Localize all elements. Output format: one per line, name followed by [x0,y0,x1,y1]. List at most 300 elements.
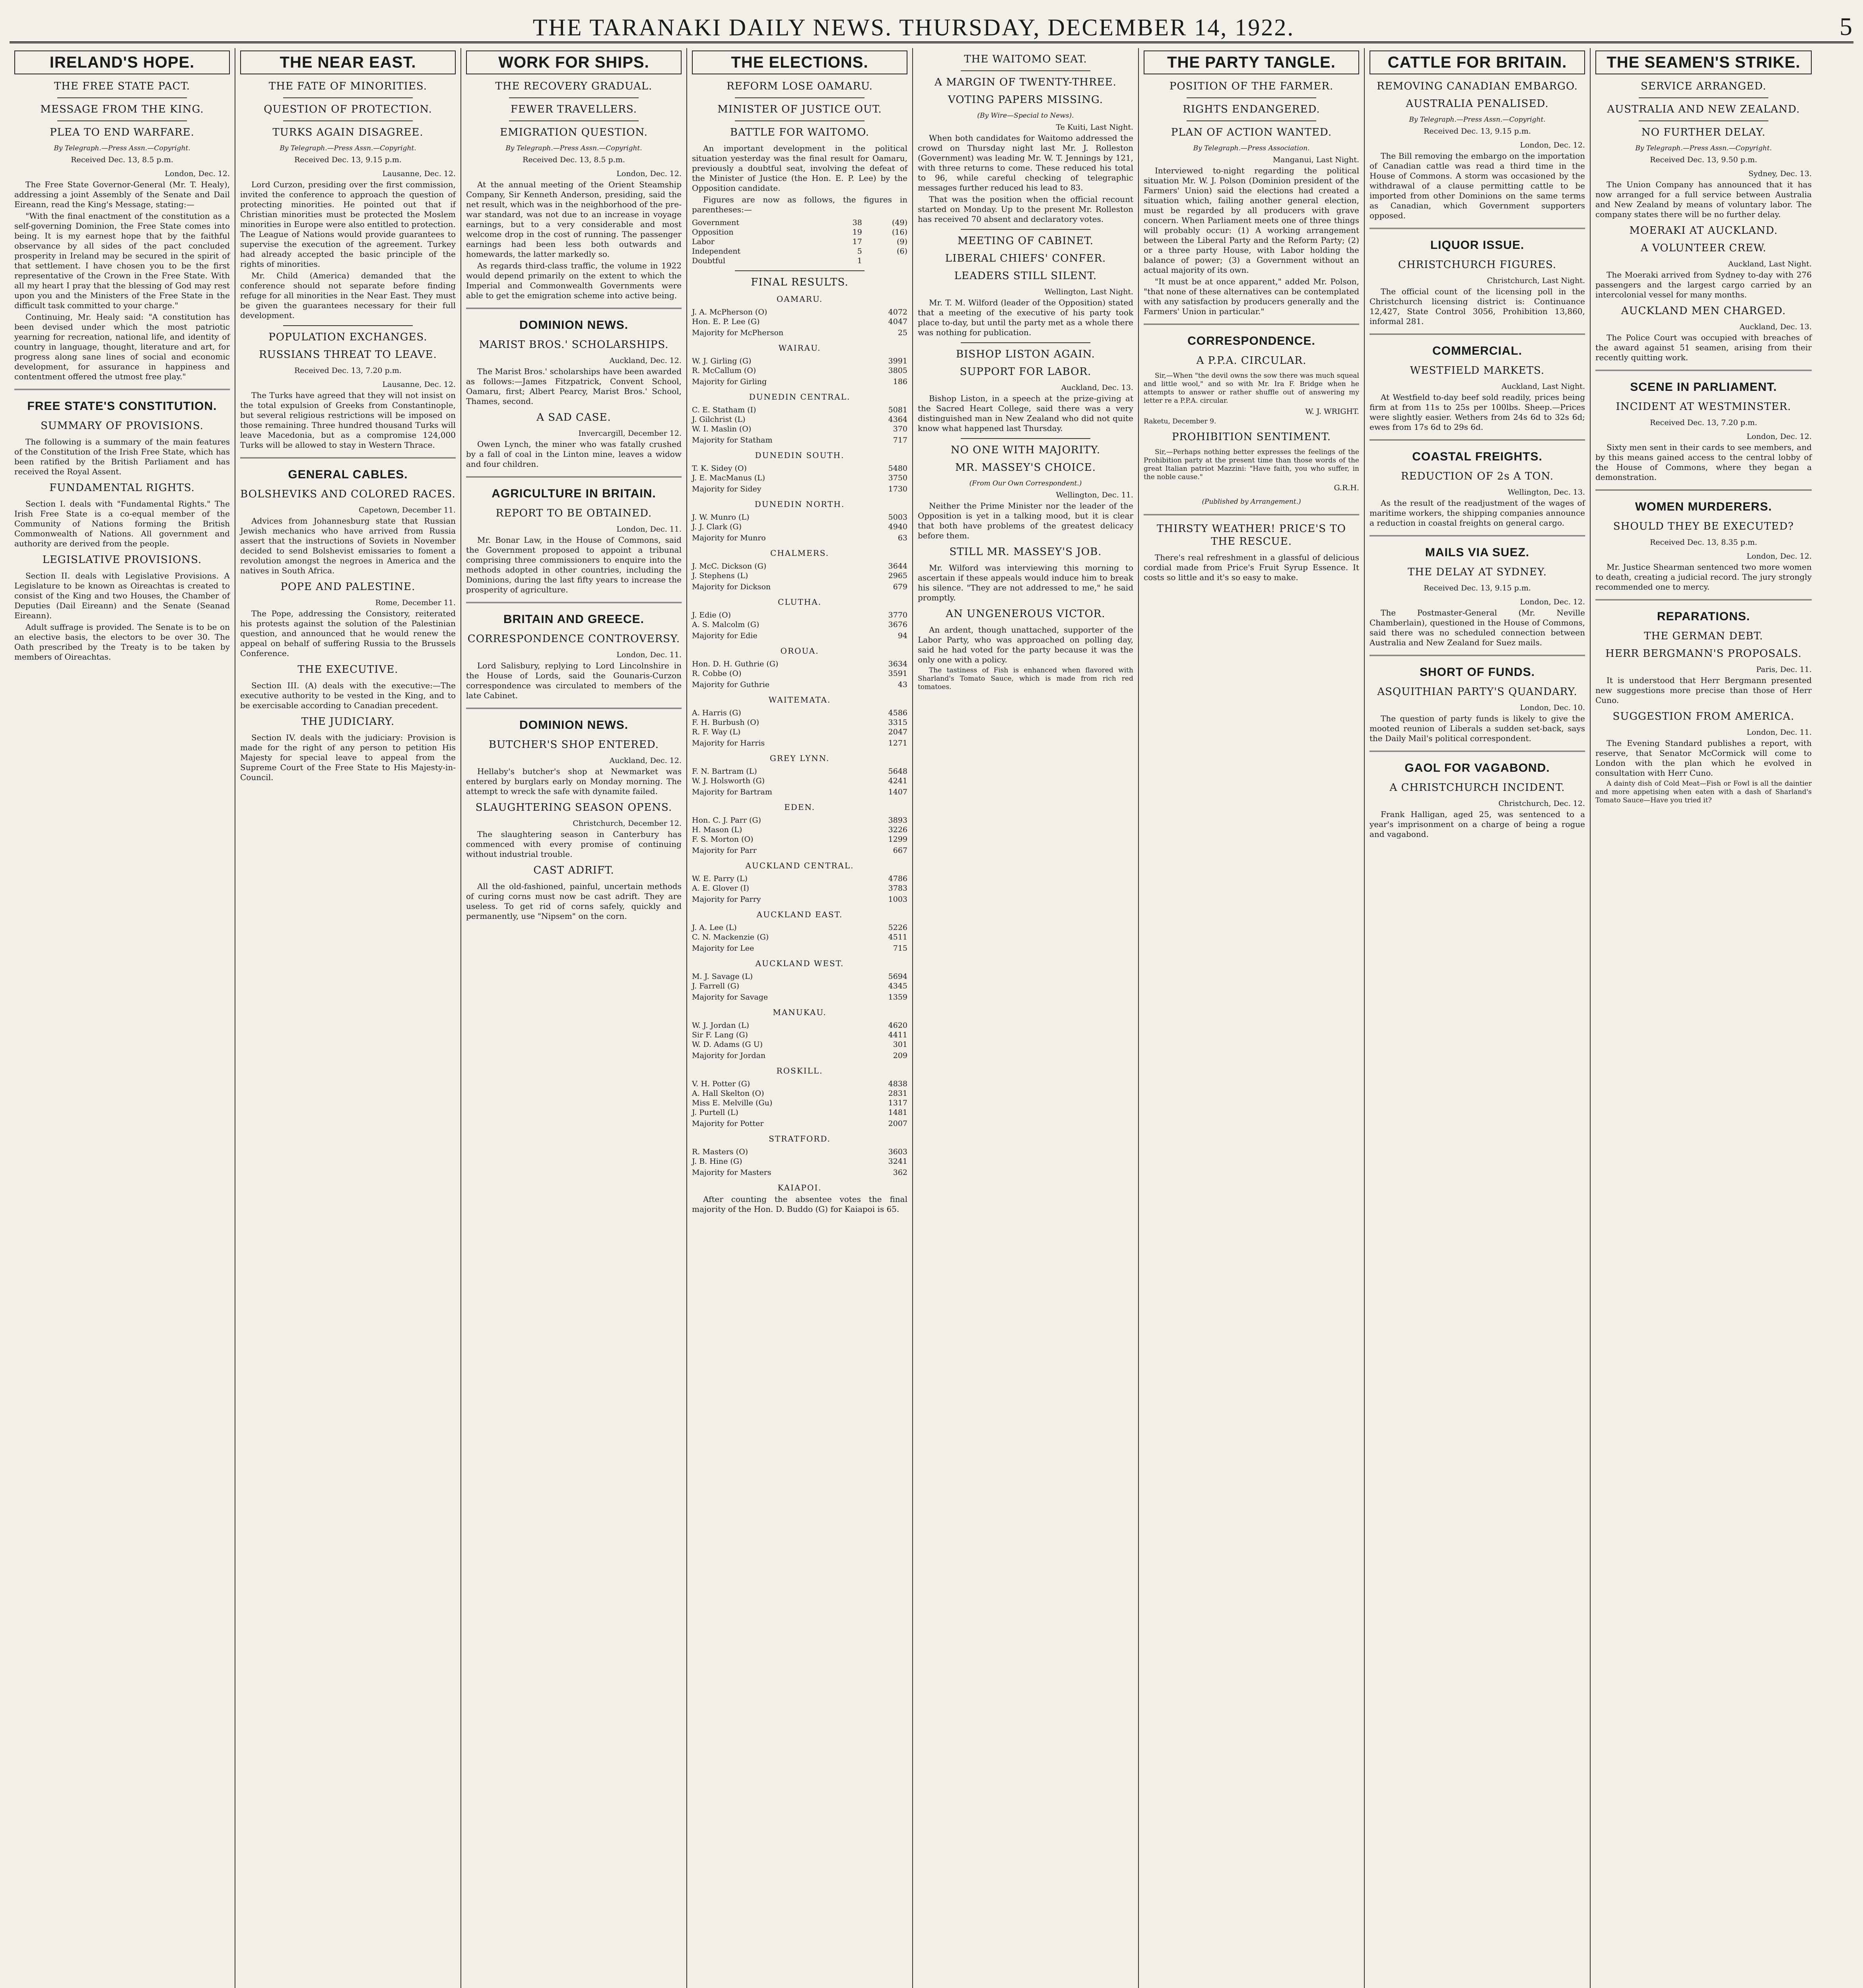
dateline: Paris, Dec. 11. [1756,665,1812,674]
majority-value: 667 [893,846,907,855]
party-row [692,218,907,227]
candidate-votes: 3591 [888,669,907,678]
candidate-name: V. H. Potter (G) [692,1079,750,1088]
deck: A MARGIN OF TWENTY-THREE. [934,76,1117,88]
deck: THE DELAY AT SYDNEY. [1407,566,1547,578]
section-heading: LEGISLATIVE PROVISIONS. [42,554,202,566]
party-seats: 38 [852,218,862,227]
divider [283,97,412,98]
divider [1187,97,1316,98]
majority-row [692,629,907,641]
electorate-table [692,307,907,338]
candidate-row [692,659,907,669]
article-paragraph: Section II. deals with Legislative Provisions. A Legislature to be known as Oireachtas is created to consist of the King and two Houses, the Chamber of Deputies (Dail Eireann) and the Senate (Seanad Eireann). [14,571,230,620]
article-paragraph: Neither the Prime Minister nor the leader of the Opposition is yet in a talking mood, but it is clear that both have problems of the greatest delicacy before them. [918,501,1133,540]
divider [466,476,682,478]
subheadline: LIQUOR ISSUE. [1430,239,1525,252]
section-heading: MEETING OF CABINET. [957,235,1094,247]
subheadline: MAILS VIA SUEZ. [1425,546,1530,559]
article-paragraph: At the annual meeting of the Orient Steamship Company, Sir Kenneth Anderson, presiding, said the net result, which was in the neighborhood of the pre-war standard, was not due to an increase in voyage earnings, but to a very considerable and most welcome drop in the cost of running. The passenger earnings had been less both outwards and homewards, the latter markedly so. [466,180,682,259]
majority-row [692,678,907,689]
candidate-votes: 5648 [888,767,907,776]
divider [1370,535,1585,536]
electorate-table [692,767,907,797]
received-line: Received Dec. 13, 9.50 p.m. [1650,155,1757,164]
electorate-name: AUCKLAND EAST. [756,910,843,919]
byline: By Telegraph.—Press Assn.—Copyright. [280,144,416,152]
divider [57,120,186,121]
deck: BATTLE FOR WAITOMO. [730,126,870,138]
subheadline: REPARATIONS. [1657,610,1750,623]
headline-elections: THE ELECTIONS. [692,50,907,74]
candidate-name: A. Harris (G) [692,709,741,717]
deck: REDUCTION OF 2s A TON. [1401,470,1554,482]
article-paragraph: The Police Court was occupied with breaches of the award against 51 seamen, arising from their recently quitting work. [1595,333,1812,362]
candidate-name: Hon. C. J. Parr (G) [692,816,761,825]
candidate-votes: 5694 [888,972,907,981]
majority-value: 717 [893,436,907,445]
deck: A SAD CASE. [536,412,611,423]
divider [57,97,186,98]
majority-value: 362 [893,1168,907,1177]
electorate-table [692,513,907,543]
article-paragraph: Sixty men sent in their cards to see members, and by this means gained access to the central lobby of the House of Commons, where they began a demonstration. [1595,443,1812,482]
received-line: Received Dec. 13, 7.20 p.m. [294,366,402,375]
dateline: Auckland, Last Night. [1728,260,1812,268]
candidate-row [692,522,907,532]
electorate-name: ROSKILL. [776,1066,823,1076]
electorate-table [692,1079,907,1128]
article-paragraph: An important development in the political situation yesterday was the final result for Oamaru, previously a doubtful seat, involving the defeat of the Minister of Justice (the Hon. E. P. Lee) by the Opposition candidate. [692,144,907,193]
majority-row [692,532,907,543]
deck: LEADERS STILL SILENT. [954,270,1097,282]
majority-value: 209 [893,1051,907,1060]
electorate-table [692,972,907,1002]
candidate-name: W. J. Girling (G) [692,357,752,365]
candidate-votes: 1481 [888,1108,907,1117]
dateline: London, Dec. 12. [1746,552,1812,561]
column-ireland [10,48,235,1988]
candidate-row [692,424,907,434]
divider [1639,120,1768,121]
candidate-row [692,932,907,942]
section-heading: THE WAITOMO SEAT. [964,53,1087,65]
deck: WESTFIELD MARKETS. [1410,365,1545,377]
headline-cattle-for-britain: CATTLE FOR BRITAIN. [1370,50,1585,74]
subheadline: AGRICULTURE IN BRITAIN. [491,487,656,500]
electorate-name: MANUKAU. [773,1008,827,1017]
party-seats: 1 [857,256,862,265]
deck: MOERAKI AT AUCKLAND. [1629,225,1778,237]
deck: A VOLUNTEER CREW. [1640,242,1767,254]
article-paragraph: Interviewed to-night regarding the political situation Mr. W. J. Polson (Dominion president of the Farmers' Union) said the elections had created a situation which, failing another general election, must be regarded by all producers with grave concern. When Parliament meets one of three things will probably occur: (1) A working arrangement between the Liberal Party and the Reform Party; (2) or a three party House, with Labor holding the balance of power; (3) a Government without an actual majority of its own. [1144,166,1359,275]
candidate-row [692,669,907,678]
candidate-votes: 2831 [888,1089,907,1098]
deck: THE FREE STATE PACT. [54,80,190,92]
subheadline: SHORT OF FUNDS. [1420,666,1535,679]
divider [1639,97,1768,98]
electorate-table [692,659,907,689]
electorate-table [692,1147,907,1177]
majority-label: Majority for Harris [692,739,765,747]
majority-value: 1359 [888,993,907,1002]
deck: HERR BERGMANN'S PROPOSALS. [1605,648,1802,660]
candidate-votes: 3603 [888,1147,907,1156]
electorate-name: CLUTHA. [778,597,822,607]
candidate-row [692,366,907,375]
dateline: London, Dec. 11. [616,525,682,534]
electorate-name: OROUA. [780,646,819,656]
electorate-name: OAMARU. [776,294,823,304]
candidate-votes: 370 [893,425,907,433]
electorate-name: CHALMERS. [770,548,829,558]
divider [1595,489,1812,491]
dateline: Rome, December 11. [375,598,456,607]
majority-label: Majority for Jordan [692,1051,766,1060]
candidate-row [692,981,907,991]
deck: THE FATE OF MINORITIES. [268,80,427,92]
majority-row [692,483,907,494]
candidate-name: R. F. Way (L) [692,728,741,736]
deck: MARIST BROS.' SCHOLARSHIPS. [479,339,669,351]
divider [1595,370,1812,371]
received-line: Received Dec. 13, 9.15 p.m. [294,155,402,164]
letter-paragraph: Sir,—When "the devil owns the sow there was much squeal and little wool," and so with Mr. Ira F. Bridge when he attempts to answer or rather shuffle out of answering my letter re a P.P.A. circular. [1144,372,1359,405]
electorate-name: KAIAPOI. [777,1183,822,1192]
article-paragraph: The Free State Governor-General (Mr. T. Healy), addressing a joint Assembly of the Senate and Dail Eireann, read the King's Message, stating:— [14,180,230,209]
byline: By Telegraph.—Press Association. [1193,144,1310,152]
article-paragraph: Mr. Wilford was interviewing this morning to ascertain if these appeals would induce him to break his silence. "They are not addressed to me," he said promptly. [918,563,1133,602]
candidate-row [692,513,907,522]
column-cattle [1365,48,1591,1988]
candidate-row [692,307,907,317]
divider [240,457,456,458]
received-line: Received Dec. 13, 9.15 p.m. [1424,584,1531,592]
deck: MESSAGE FROM THE KING. [40,103,204,115]
deck: SLAUGHTERING SEASON OPENS. [475,802,672,813]
signature: W. J. WRIGHT. [1305,407,1359,416]
candidate-row [692,1108,907,1117]
dateline: Wellington, Last Night. [1044,287,1133,296]
column-seamens-strike [1591,48,1816,1988]
article-paragraph: That was the position when the official recount started on Monday. Up to the present Mr. Rolleston has received 70 absent and declaratory votes. [918,194,1133,224]
deck: BOLSHEVIKS AND COLORED RACES. [240,488,456,500]
candidate-name: R. Masters (O) [692,1147,748,1156]
deck: CAST ADRIFT. [533,864,614,876]
electorate-table [692,405,907,445]
deck: REMOVING CANADIAN EMBARGO. [1377,80,1578,92]
electorate-name: WAITEMATA. [768,695,831,705]
party-previous-seats: (9) [897,237,907,246]
candidate-name: J. A. Lee (L) [692,923,737,932]
electorate-results [692,294,907,1177]
candidate-votes: 4786 [888,874,907,883]
candidate-name: J. Gilchrist (L) [692,415,746,424]
candidate-name: J. Purtell (L) [692,1108,738,1117]
divider [466,708,682,709]
divider [1187,120,1316,121]
article-paragraph: "With the final enactment of the constitution as a self-governing Dominion, the Free State comes into being. It is my earnest hope that by the faithful observance by all sides of the pact concluded prosperity in Ireland may be secured in the spirit of that settlement. I have chosen you to be the first representative of the Crown in the Free State. With all my heart I pray that the blessing of God may rest upon you and the Ministers of the Free State in the difficult task committed to your charge." [14,211,230,310]
electorate-table [692,610,907,641]
deck: ASQUITHIAN PARTY'S QUANDARY. [1377,686,1577,698]
dateline: London, Dec. 10. [1520,703,1585,712]
headline-party-tangle: THE PARTY TANGLE. [1144,50,1359,74]
article-paragraph: The Pope, addressing the Consistory, reiterated his protests against the solution of the Palestinian question, and announced that he would renew the appeal on behalf of suffering Russia to the Brussels Conference. [240,609,456,658]
party-name: Doubtful [692,256,726,265]
candidate-name: J. A. McPherson (O) [692,308,767,316]
candidate-row [692,874,907,883]
dateline: London, Dec. 12. [1520,598,1585,606]
candidate-votes: 4940 [888,522,907,531]
subheadline: WOMEN MURDERERS. [1635,500,1772,513]
page-number: 5 [1840,12,1853,41]
party-seats: 19 [852,228,862,237]
party-seats: 5 [857,247,862,256]
deck: SUMMARY OF PROVISIONS. [41,420,204,432]
article-paragraph: After counting the absentee votes the final majority of the Hon. D. Buddo (G) for Kaiapoi is 65. [692,1194,907,1214]
majority-label: Majority for Lee [692,944,754,953]
divider [509,120,638,121]
electorate-name: AUCKLAND WEST. [755,959,844,968]
deck: STILL MR. MASSEY'S JOB. [949,546,1102,558]
candidate-row [692,718,907,727]
dateline: London, Dec. 12. [1746,432,1812,441]
article-paragraph: The following is a summary of the main features of the Constitution of the Irish Free State, which has been ratified by the British Parliament and has received the Royal Assent. [14,437,230,476]
deck: THE RECOVERY GRADUAL. [495,80,653,92]
electorate-name: WAIRAU. [778,343,821,353]
candidate-row [692,473,907,483]
party-row [692,237,907,247]
deck: AN UNGENEROUS VICTOR. [946,608,1105,620]
majority-row [692,942,907,953]
candidate-votes: 4241 [888,777,907,785]
article-paragraph: Owen Lynch, the miner who was fatally crushed by a fall of coal in the Linton mine, leaves a widow and four children. [466,439,682,469]
majority-value: 1271 [888,739,907,747]
column-waitomo [913,48,1139,1988]
candidate-row [692,767,907,776]
majority-row [692,737,907,748]
majority-row [692,1117,907,1128]
candidate-row [692,356,907,366]
dateline: Wellington, Dec. 13. [1507,488,1585,497]
deck: AUCKLAND MEN CHARGED. [1621,305,1786,317]
majority-value: 1730 [888,485,907,493]
majority-label: Majority for Edie [692,631,758,640]
article-paragraph: Mr. Justice Shearman sentenced two more women to death, creating a judicial record. The jury strongly recommended one to mercy. [1595,562,1812,592]
deck: POSITION OF THE FARMER. [1169,80,1334,92]
majority-label: Majority for Statham [692,436,773,445]
candidate-row [692,1089,907,1098]
letter-paragraph: Sir,—Perhaps nothing better expresses the feelings of the Prohibition party at the present time than those words of the great Italian patriot Mazzini: "Have faith, you who suffer, in the noble cause." [1144,448,1359,481]
divider [1370,334,1585,335]
masthead [10,8,1853,43]
party-name: Government [692,218,740,227]
electorate-table [692,561,907,592]
candidate-name: R. Cobbe (O) [692,669,742,678]
candidate-votes: 3893 [888,816,907,825]
deck: PLEA TO END WARFARE. [50,126,194,138]
subheadline: SCENE IN PARLIAMENT. [1630,381,1777,394]
candidate-name: J. E. MacManus (L) [692,474,765,482]
article-paragraph: Figures are now as follows, the figures in parentheses:— [692,195,907,214]
dateline: Te Kuiti, Last Night. [1056,123,1133,132]
electorate-table [692,923,907,953]
candidate-votes: 301 [893,1040,907,1049]
byline: (By Wire—Special to News). [977,112,1074,120]
electorate-table [692,708,907,748]
electorate-table [692,874,907,904]
column-party-tangle [1139,48,1365,1988]
article-paragraph: The Union Company has announced that it has now arranged for a full service between Australia and New Zealand by means of voluntary labor. The company states there will be no further delay. [1595,180,1812,219]
electorate-name: DUNEDIN CENTRAL. [749,392,851,402]
deck: A P.P.A. CIRCULAR. [1196,355,1307,367]
majority-value: 94 [898,631,907,640]
headline-near-east: THE NEAR EAST. [240,50,456,74]
divider [961,70,1090,71]
candidate-votes: 3770 [888,611,907,619]
dateline: Lausanne, Dec. 12. [382,169,456,178]
candidate-votes: 4364 [888,415,907,424]
majority-label: Majority for Guthrie [692,680,769,689]
electorate-name: GREY LYNN. [769,753,830,763]
candidate-votes: 5081 [888,406,907,414]
deck: SERVICE ARRANGED. [1640,80,1766,92]
candidate-name: Sir F. Lang (G) [692,1031,748,1039]
article-paragraph: Lord Curzon, presiding over the first commission, invited the conference to approach the question of protecting minorities. He pointed out that if Christian minorities must be protected the Moslem minorities in Europe were also entitled to protection. The League of Nations would provide guarantees to supervise the execution of the agreement. Turkey had already accepted the basic principle of the rights of minorities. [240,180,456,269]
article-paragraph: It is understood that Herr Bergmann presented new suggestions more precise than those of Herr Cuno. [1595,676,1812,705]
deck: NO FURTHER DELAY. [1641,126,1766,138]
divider [14,389,230,390]
subheadline: DOMINION NEWS. [519,318,628,332]
headline-seamens-strike: THE SEAMEN'S STRIKE. [1595,50,1812,74]
candidate-row [692,464,907,473]
electorate-table [692,1021,907,1060]
section-heading: NO ONE WITH MAJORITY. [950,444,1101,456]
byline: By Telegraph.—Press Assn.—Copyright. [1409,116,1546,124]
party-previous-seats: (16) [892,228,907,237]
party-row [692,256,907,266]
article-paragraph: The question of party funds is likely to give the mooted reunion of Liberals a sudden set-back, says the Daily Mail's political correspondent. [1370,714,1585,743]
dateline: Auckland, Dec. 13. [1061,383,1133,392]
received-line: Received Dec. 13, 8.5 p.m. [523,155,625,164]
majority-value: 1407 [888,788,907,796]
divider [509,97,638,98]
candidate-votes: 4411 [888,1031,907,1039]
received-line: Received Dec. 13, 7.20 p.m. [1650,418,1757,427]
candidate-votes: 5480 [888,464,907,473]
article-paragraph: Section I. deals with "Fundamental Rights." The Irish Free State is a co-equal member of the Community of Nations forming the British Commonwealth of Nations. All government and authority are derived from the people. [14,499,230,548]
deck: QUESTION OF PROTECTION. [264,103,432,115]
candidate-row [692,727,907,737]
divider [1370,655,1585,656]
candidate-votes: 3644 [888,562,907,571]
divider [1370,439,1585,441]
candidate-name: F. S. Morton (O) [692,835,754,844]
candidate-votes: 4047 [888,317,907,326]
divider [735,270,864,271]
columns [10,48,1853,1988]
majority-row [692,375,907,386]
candidate-row [692,561,907,571]
article-paragraph: An ardent, though unattached, supporter of the Labor Party, who was approached on polling day, said he had voted for the party because it was the only one with a policy. [918,625,1133,664]
candidate-row [692,825,907,835]
candidate-row [692,1040,907,1049]
masthead-title: THE TARANAKI DAILY NEWS. THURSDAY, DECEMBER 14, 1922. [532,14,1295,41]
article-paragraph: Bishop Liston, in a speech at the prize-giving at the Sacred Heart College, said there was a very distinguished man in New Zealand who did not quite know what happened last Thursday. [918,394,1133,433]
article-paragraph: All the old-fashioned, painful, uncertain methods of curing corns must now be cast adrift. They are useless. To get rid of corns safely, quickly and permanently, use "Nipsem" on the corn. [466,881,682,921]
deck: SUGGESTION FROM AMERICA. [1612,711,1795,722]
party-name: Labor [692,237,715,246]
deck: POPULATION EXCHANGES. [268,331,427,343]
section-heading: FINAL RESULTS. [751,276,849,288]
candidate-votes: 4838 [888,1079,907,1088]
received-line: Received Dec. 13, 8.5 p.m. [71,155,173,164]
dateline: Christchurch, December 12. [573,819,682,828]
article-paragraph: Mr. Child (America) demanded that the conference should not separate before finding refuge for all minorities in the Near East. They must be given the guarantees necessary for their full development. [240,271,456,320]
deck: AUSTRALIA PENALISED. [1406,98,1549,110]
candidate-votes: 2965 [888,571,907,580]
dateline: Auckland, Dec. 13. [1739,322,1812,331]
subheadline: COASTAL FREIGHTS. [1412,450,1542,463]
candidate-row [692,405,907,415]
byline: By Telegraph.—Press Assn.—Copyright. [1635,144,1772,152]
party-seats: 17 [852,237,862,246]
divider [466,308,682,309]
subheadline: BRITAIN AND GREECE. [503,613,644,626]
article-paragraph: Hellaby's butcher's shop at Newmarket was entered by burglars early on Monday morning. The attempt to wreck the safe with dynamite failed. [466,767,682,796]
deck: MR. MASSEY'S CHOICE. [955,462,1096,474]
article-paragraph: As the result of the readjustment of the wages of maritime workers, the shipping companies announce a reduction in coastal freights on general cargo. [1370,498,1585,528]
section-heading: FUNDAMENTAL RIGHTS. [49,482,195,494]
dateline: Wellington, Dec. 11. [1056,491,1133,499]
candidate-row [692,1030,907,1040]
section-heading: BISHOP LISTON AGAIN. [956,348,1095,360]
electorate-table [692,815,907,855]
deck: INCIDENT AT WESTMINSTER. [1616,401,1791,413]
majority-label: Majority for McPherson [692,328,784,337]
deck: THE GERMAN DEBT. [1644,630,1763,642]
candidate-name: T. K. Sidey (O) [692,464,747,473]
deck: REFORM LOSE OAMARU. [727,80,873,92]
dateline: Invercargill, December 12. [578,429,682,438]
deck: A CHRISTCHURCH INCIDENT. [1389,782,1565,794]
majority-value: 2007 [888,1119,907,1128]
publication-note: (Published by Arrangement.) [1202,498,1301,506]
majority-row [692,844,907,855]
byline: By Telegraph.—Press Assn.—Copyright. [54,144,190,152]
electorate-table [692,464,907,494]
candidate-row [692,1098,907,1108]
subheadline: GENERAL CABLES. [288,468,408,481]
majority-label: Majority for Sidey [692,485,762,493]
majority-row [692,786,907,797]
majority-value: 679 [893,582,907,591]
deck: RUSSIANS THREAT TO LEAVE. [259,349,437,361]
party-previous-seats: (6) [897,247,907,256]
candidate-name: A. Hall Skelton (O) [692,1089,764,1098]
subheadline: GAOL FOR VAGABOND. [1405,761,1550,775]
candidate-votes: 5226 [888,923,907,932]
candidate-votes: 4620 [888,1021,907,1030]
majority-row [692,1049,907,1060]
advertisement: The tastiness of Fish is enhanced when flavored with Sharland's Tomato Sauce, which is made from rich red tomatoes. [918,666,1133,691]
majority-value: 25 [898,328,907,337]
candidate-row [692,972,907,981]
article-paragraph: The Bill removing the embargo on the importation of Canadian cattle was read a third time in the House of Commons. A storm was occasioned by the withdrawal of a clause permitting cattle to be imported from other Dominions on the same terms as Canadian, which Government supporters opposed. [1370,151,1585,220]
electorate-name: DUNEDIN NORTH. [754,499,845,509]
article-paragraph: "It must be at once apparent," added Mr. Polson, "that none of these alternatives can be contemplated with any satisfaction by producers generally and the Farmers' Union in particular." [1144,277,1359,316]
majority-value: 186 [893,377,907,386]
